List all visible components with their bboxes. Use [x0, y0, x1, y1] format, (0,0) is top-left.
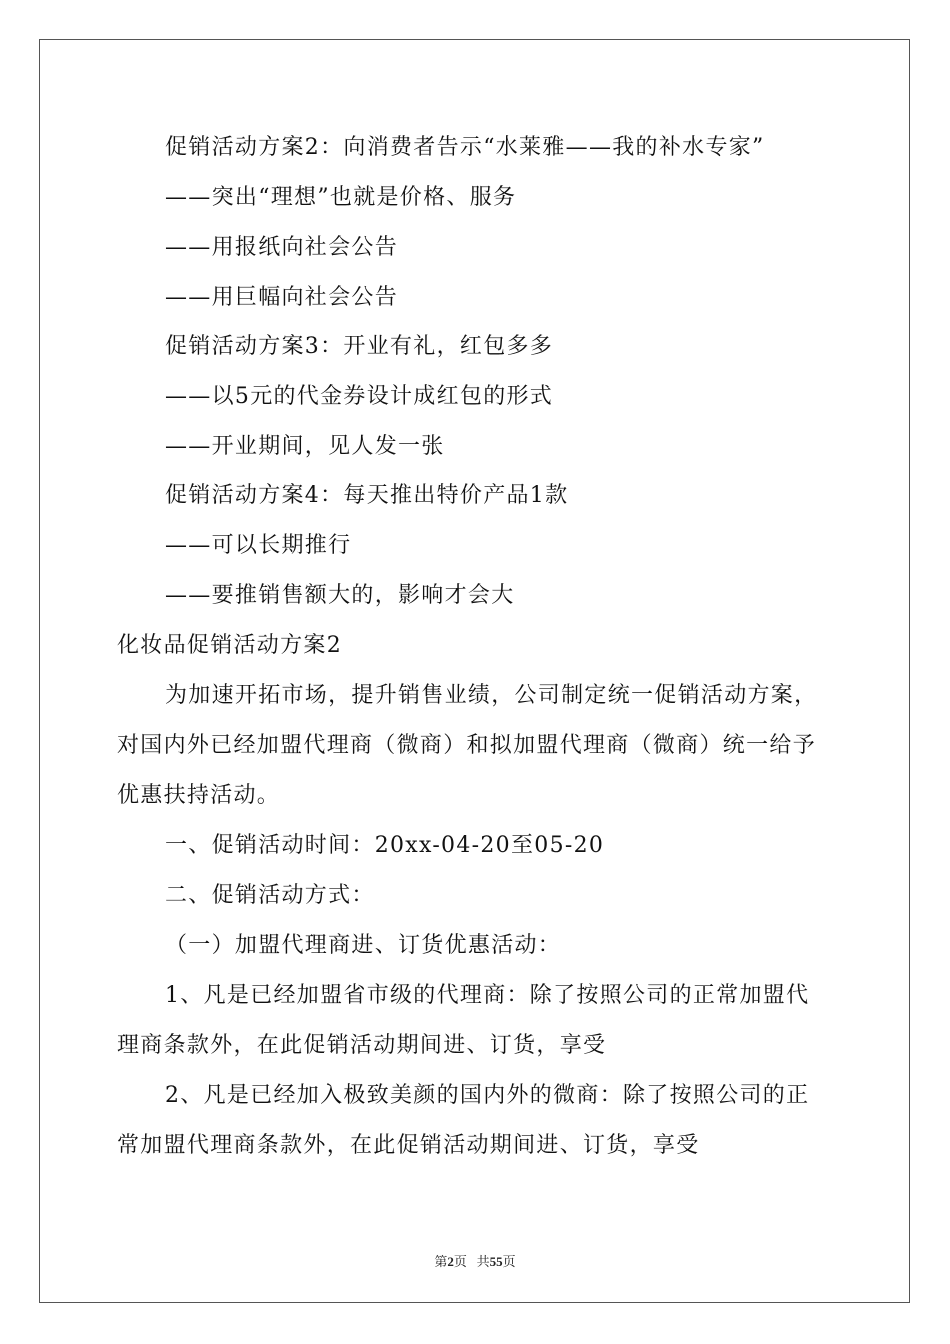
paragraph-line: 一、促销活动时间：20xx-04-20至05-20: [165, 833, 605, 858]
paragraph-line: 对国内外已经加盟代理商（微商）和拟加盟代理商（微商）统一给予: [117, 733, 817, 758]
page-suffix: 页: [453, 1254, 467, 1269]
page-border: [39, 39, 910, 1303]
paragraph-line: 优惠扶持活动。: [117, 783, 281, 808]
paragraph-line: 促销活动方案3：开业有礼，红包多多: [165, 334, 554, 359]
page-number: 2: [447, 1254, 454, 1269]
paragraph-line: 常加盟代理商条款外，在此促销活动期间进、订货，享受: [117, 1133, 700, 1158]
paragraph-line: 为加速开拓市场，提升销售业绩，公司制定统一促销活动方案，: [165, 683, 818, 708]
paragraph-line: ——要推销售额大的，影响才会大: [165, 583, 515, 608]
paragraph-line: （一）加盟代理商进、订货优惠活动：: [165, 933, 562, 958]
paragraph-line: 二、促销活动方式：: [165, 883, 375, 908]
paragraph-line: 促销活动方案4：每天推出特价产品1款: [165, 483, 569, 508]
paragraph-line: 1、凡是已经加盟省市级的代理商：除了按照公司的正常加盟代: [165, 983, 810, 1008]
section-heading: 化妆品促销活动方案2: [117, 633, 342, 658]
paragraph-line: ——突出“理想”也就是价格、服务: [165, 185, 517, 210]
paragraph-line: ——用巨幅向社会公告: [165, 285, 399, 310]
paragraph-line: ——可以长期推行: [165, 533, 352, 558]
paragraph-line: ——以5元的代金券设计成红包的形式: [165, 384, 554, 409]
paragraph-line: ——用报纸向社会公告: [165, 235, 399, 260]
paragraph-line: 促销活动方案2：向消费者告示“水莱雅——我的补水专家”: [165, 135, 765, 160]
total-pages: 55: [489, 1254, 503, 1269]
paragraph-line: ——开业期间，见人发一张: [165, 434, 445, 459]
page-prefix: 第: [434, 1254, 448, 1269]
page-footer: [0, 1254, 950, 1270]
total-prefix: 共: [476, 1254, 490, 1269]
total-suffix: 页: [502, 1254, 516, 1269]
paragraph-line: 理商条款外，在此促销活动期间进、订货，享受: [117, 1033, 607, 1058]
paragraph-line: 2、凡是已经加入极致美颜的国内外的微商：除了按照公司的正: [165, 1083, 810, 1108]
